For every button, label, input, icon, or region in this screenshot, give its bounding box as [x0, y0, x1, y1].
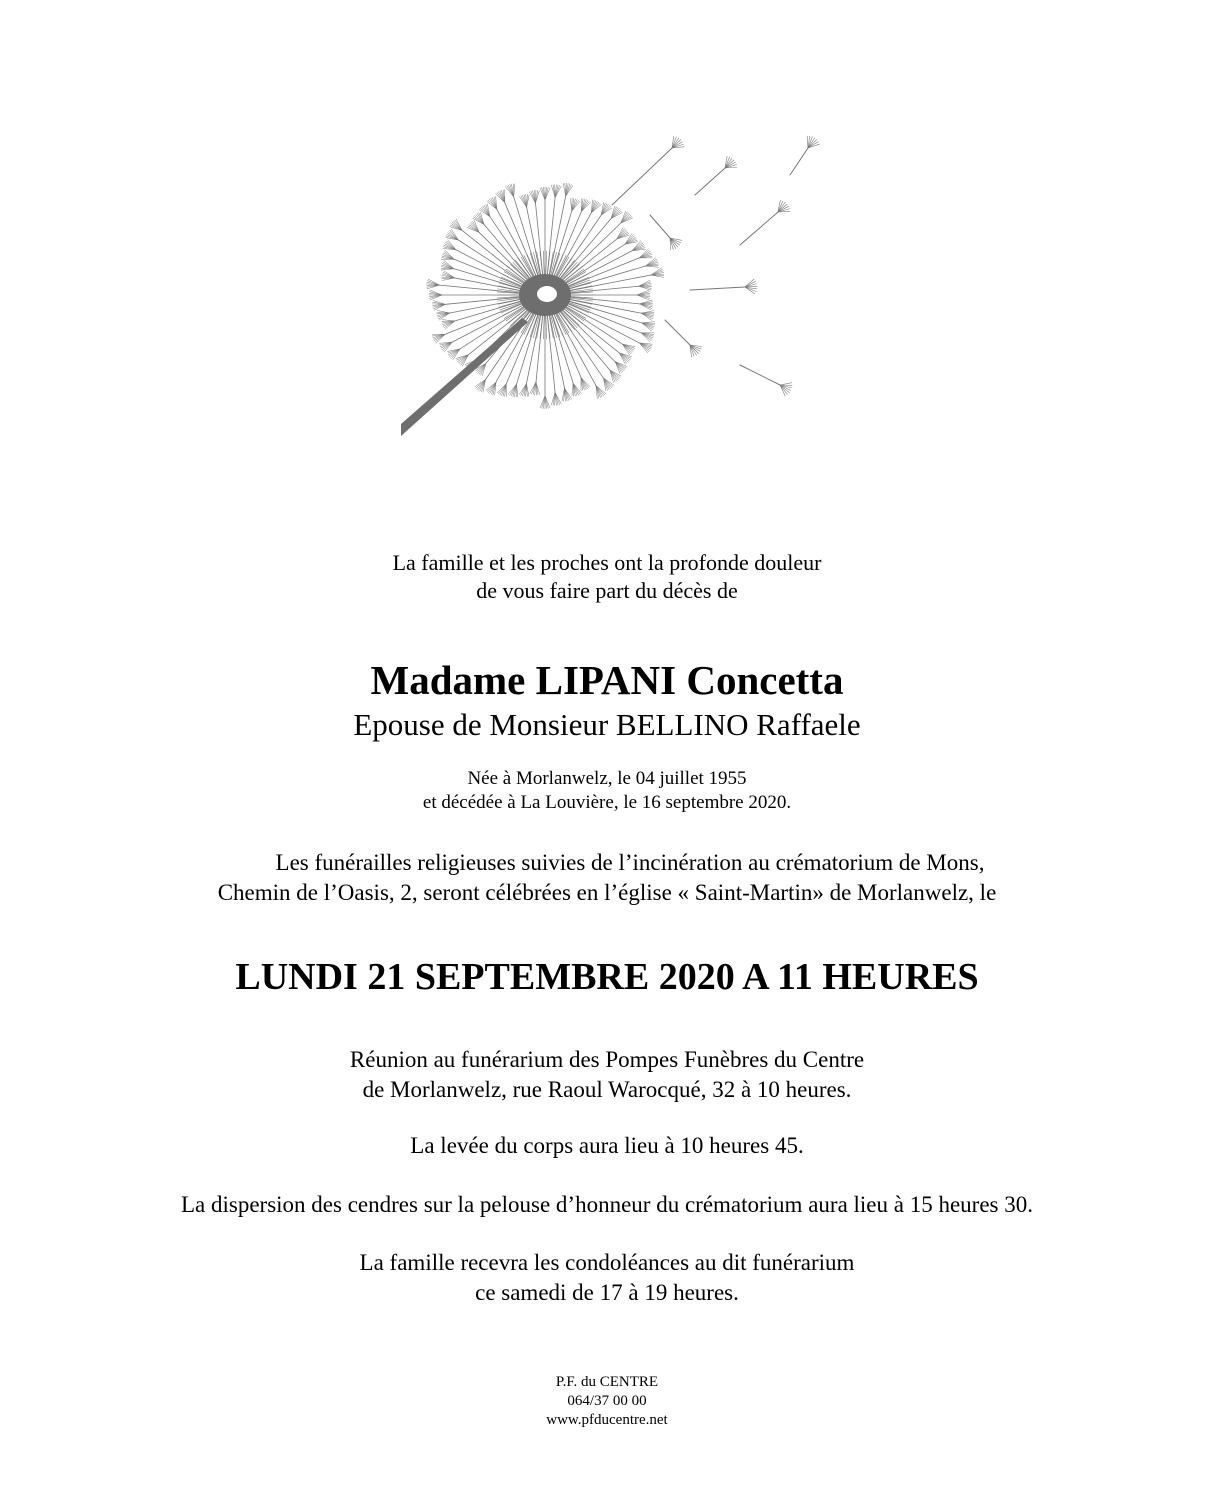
condolences-line-2: ce samedi de 17 à 19 heures.	[475, 1280, 739, 1305]
intro-line-2: de vous faire part du décès de	[476, 578, 738, 603]
levee-info: La levée du corps aura lieu à 10 heures 45.	[410, 1133, 804, 1158]
company-website: www.pfducentre.net	[546, 1412, 668, 1428]
dispersion-info: La dispersion des cendres sur la pelouse d’honneur du crématorium aura lieu à 15 heures 30.	[181, 1192, 1033, 1217]
funeral-line-2: Chemin de l’Oasis, 2, seront célébrées en l’église « Saint-Martin» de Morlanwelz, le	[217, 880, 997, 905]
funeral-line-1: Les funérailles religieuses suivies de l’incinération au crématorium de Mons,	[275, 850, 985, 875]
life-dates	[0, 767, 1214, 815]
spouse-line: Epouse de Monsieur BELLINO Raffaele	[353, 707, 861, 742]
deceased-name: Madame LIPANI Concetta	[370, 657, 844, 703]
birth-line: Née à Morlanwelz, le 04 juillet 1955	[467, 768, 747, 789]
funeral-details	[0, 848, 1214, 908]
ceremony-date: LUNDI 21 SEPTEMBRE 2020 A 11 HEURES	[235, 956, 979, 998]
dandelion-icon	[395, 130, 820, 445]
condolences-info	[0, 1248, 1214, 1308]
meeting-line-2: de Morlanwelz, rue Raoul Warocqué, 32 à 10 heures.	[362, 1077, 852, 1102]
condolences-line-1: La famille recevra les condoléances au dit funérarium	[359, 1250, 855, 1275]
funeral-home-footer	[0, 1373, 1214, 1430]
meeting-line-1: Réunion au funérarium des Pompes Funèbres du Centre	[349, 1047, 865, 1072]
death-line: et décédée à La Louvière, le 16 septembre 2020.	[422, 792, 792, 813]
intro-text	[0, 549, 1214, 605]
company-name: P.F. du CENTRE	[555, 1374, 659, 1390]
meeting-details	[0, 1045, 1214, 1105]
intro-line-1: La famille et les proches ont la profonde douleur	[392, 550, 822, 575]
company-phone: 064/37 00 00	[567, 1393, 647, 1409]
